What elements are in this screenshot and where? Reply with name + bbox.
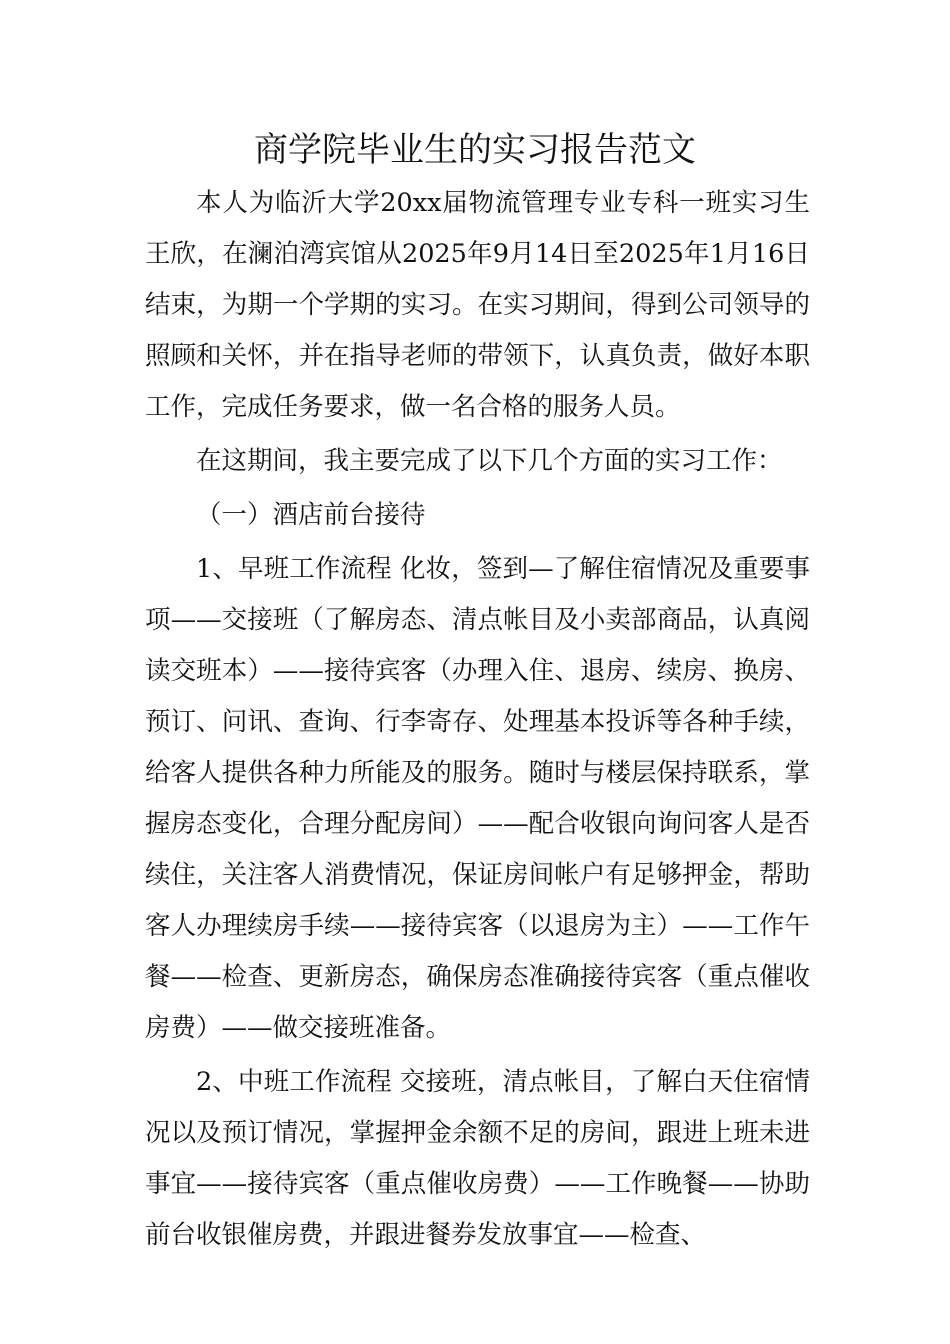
- section-heading-front-desk: （一）酒店前台接待: [196, 500, 426, 530]
- paragraph-intro: 本人为临沂大学20xx届物流管理专业专科一班实习生王欣，在澜泊湾宾馆从2025年9月14日至2025年1月16日结束，为期一个学期的实习。在实习期间，得到公司领导的照顾和关怀，并在指导老师的带领下，认真负责，做好本职工作，完成任务要求，做一名合格的服务人员。: [145, 188, 810, 422]
- document-title: 商学院毕业生的实习报告范文: [254, 130, 696, 170]
- paragraph-morning-shift: 1、早班工作流程 化妆，签到—了解住宿情况及重要事项——交接班（了解房态、清点帐目及小卖部商品，认真阅读交班本）——接待宾客（办理入住、退房、续房、换房、预订、问讯、查询、行李寄存、处理基本投诉等各种手续，给客人提供各种力所能及的服务。随时与楼层保持联系，掌握房态变化，合理分配房间）——配合收银向询问客人是否续住，关注客人消费情况，保证房间帐户有足够押金，帮助客人办理续房手续——接待宾客（以退房为主）——工作午餐——检查、更新房态，确保房态准确接待宾客（重点催收房费）——做交接班准备。: [145, 554, 810, 1043]
- paragraph-summary: 在这期间，我主要完成了以下几个方面的实习工作：: [196, 446, 783, 476]
- paragraph-middle-shift: 2、中班工作流程 交接班，清点帐目，了解白天住宿情况以及预订情况，掌握押金余额不足的房间，跟进上班未进事宜——接待宾客（重点催收房费）——工作晚餐——协助前台收银催房费，并跟进餐券发放事宜——检查、: [145, 1067, 810, 1250]
- document-body: [145, 178, 810, 1261]
